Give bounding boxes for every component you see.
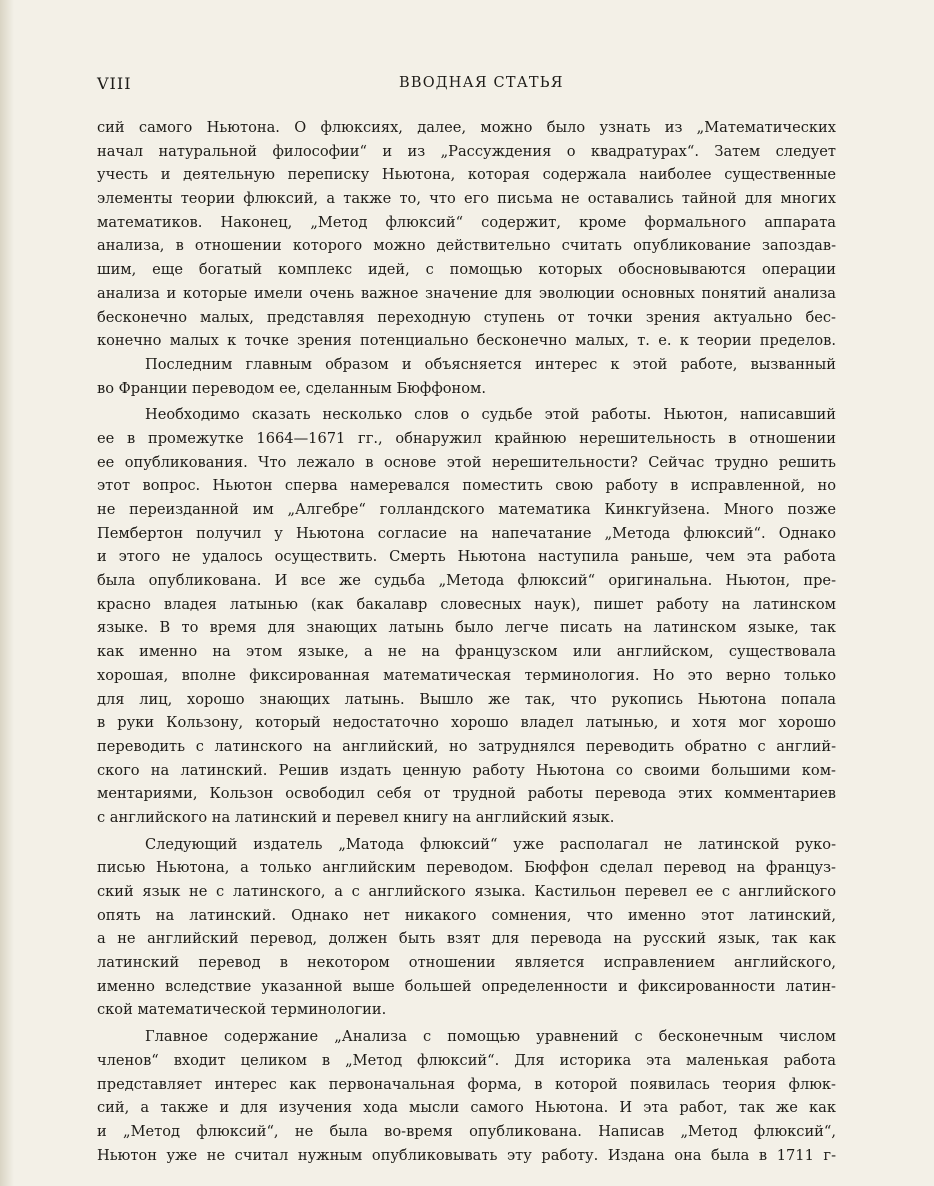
text-line: красно владея латынью (как бакалавр словесных наук), пишет работу на латинском	[97, 595, 836, 613]
text-line: Последним главным образом и объясняется интерес к этой работе, вызванный	[145, 355, 836, 373]
text-line: ского на латинский. Решив издать ценную работу Ньютона со своими большими ком-	[97, 761, 836, 779]
text-line: не переизданной им „Алгебре“ голландского математика Кинкгуйзена. Много позже	[97, 501, 836, 518]
text-line: шим, еще богатый комплекс идей, с помощью которых обосновываются операции	[97, 261, 836, 279]
paragraph	[97, 353, 836, 400]
text-line: сий, а также и для изучения хода мысли самого Ньютона. И эта работ, так же как	[97, 1099, 836, 1117]
text-line: переводить с латинского на английский, но затруднялся переводить обратно с англий-	[97, 737, 836, 755]
running-title: ВВОДНАЯ СТАТЬЯ	[399, 75, 564, 91]
paragraph	[97, 1025, 836, 1167]
text-line: опять на латинский. Однако нет никакого сомнения, что именно этот латинский,	[97, 906, 836, 924]
text-line: математиков. Наконец, „Метод флюксий“ содержит, кроме формального аппарата	[97, 213, 836, 231]
text-line: в руки Кользону, который недостаточно хорошо владел латынью, и хотя мог хорошо	[97, 714, 836, 732]
text-line: а не английский перевод, должен быть взят для перевода на русский язык, так как	[97, 930, 836, 948]
text-line: анализа и которые имели очень важное значение для эволюции основных понятий анализа	[97, 284, 836, 302]
text-line: языке. В то время для знающих латынь было легче писать на латинском языке, так	[97, 619, 836, 637]
text-line: и этого не удалось осуществить. Смерть Ньютона наступила раньше, чем эта работа	[97, 548, 836, 566]
text-line: Пембертон получил у Ньютона согласие на напечатание „Метода флюксий“. Однако	[97, 524, 836, 542]
paragraph	[97, 833, 836, 1023]
page-number: VIII	[97, 74, 132, 93]
text-line: хорошая, вполне фиксированная математическая терминология. Но это верно только	[97, 666, 836, 684]
text-line: писью Ньютона, а только английским переводом. Бюффон сделал перевод на француз-	[97, 859, 836, 877]
text-line: представляет интерес как первоначальная форма, в которой появилась теория флюк-	[97, 1075, 836, 1093]
text-line: для лиц, хорошо знающих латынь. Вышло же так, что рукопись Ньютона попала	[97, 690, 836, 708]
text-line: начал натуральной философии“ и из „Рассуждения о квадратурах“. Затем следует	[97, 142, 836, 160]
text-line: сий самого Ньютона. О флюксиях, далее, можно было узнать из „Математических	[97, 119, 836, 136]
text-line: бесконечно малых, представляя переходную ступень от точки зрения актуально бес-	[97, 308, 836, 326]
text-line: как именно на этом языке, а не на французском или английском, существовала	[97, 643, 836, 661]
text-line: элементы теории флюксий, а также то, что его письма не оставались тайной для многих	[97, 190, 836, 208]
text-line: ский язык не с латинского, а с английского языка. Кастильон перевел ее с английского	[97, 883, 836, 900]
text-line: Главное содержание „Анализа с помощью уравнений с бесконечным числом	[145, 1028, 836, 1046]
text-line: анализа, в отношении которого можно действительно считать опубликование запоздав-	[97, 237, 836, 255]
text-line: ментариями, Кользон освободил себя от трудной работы перевода этих комментариев	[97, 785, 836, 803]
body-text	[97, 116, 836, 1167]
text-line: латинский перевод в некотором отношении является исправлением английского,	[97, 954, 836, 972]
text-line: во Франции переводом ее, сделанным Бюффоном.	[97, 379, 487, 397]
binding-shadow	[0, 0, 14, 1186]
text-line: ее в промежутке 1664—1671 гг., обнаружил крайнюю нерешительность в отношении	[97, 429, 836, 447]
text-line: и „Метод флюксий“, не была во-время опубликована. Написав „Метод флюксий“,	[97, 1122, 836, 1140]
page-header	[97, 74, 837, 100]
text-line: Ньютон уже не считал нужным опубликовывать эту работу. Издана она была в 1711 г-	[97, 1146, 836, 1164]
paragraph	[97, 403, 836, 829]
text-line: была опубликована. И все же судьба „Метода флюксий“ оригинальна. Ньютон, пре-	[97, 572, 836, 590]
text-line: учесть и деятельную переписку Ньютона, которая содержала наиболее существенные	[97, 166, 836, 184]
text-line: этот вопрос. Ньютон сперва намеревался поместить свою работу в исправленной, но	[97, 477, 836, 495]
text-line: конечно малых к точке зрения потенциально бесконечно малых, т. е. к теории пределов.	[97, 332, 836, 350]
text-line: Необходимо сказать несколько слов о судьбе этой работы. Ньютон, написавший	[145, 406, 836, 424]
text-line: членов“ входит целиком в „Метод флюксий“. Для историка эта маленькая работа	[97, 1051, 836, 1069]
text-line: Следующий издатель „Матода флюксий“ уже располагал не латинской руко-	[145, 835, 836, 853]
text-line: с английского на латинский и перевел книгу на английский язык.	[97, 808, 615, 826]
text-line: именно вследствие указанной выше большей определенности и фиксированности латин-	[97, 977, 836, 995]
paragraph	[97, 116, 836, 353]
text-line: ской математической терминологии.	[97, 1001, 387, 1019]
text-line: ее опубликования. Что лежало в основе этой нерешительности? Сейчас трудно решить	[97, 453, 836, 471]
